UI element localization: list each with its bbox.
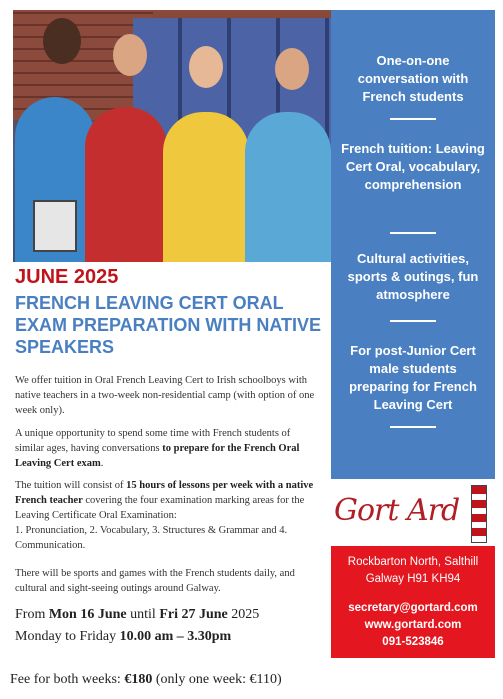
text: . bbox=[100, 458, 104, 469]
schedule bbox=[15, 604, 259, 648]
activities-paragraph: There will be sports and games with the French students daily, and cultural and sight-seeing outings around Galway. bbox=[15, 568, 295, 594]
student-head bbox=[275, 48, 309, 90]
year: 2025 bbox=[227, 607, 260, 622]
intro-paragraph: We offer tuition in Oral French Leaving Cert to Irish schoolboys with native teachers in a two-week non-residential camp (with option of one week only). bbox=[15, 375, 315, 416]
start-date: Mon 16 June bbox=[48, 607, 127, 622]
student-head bbox=[43, 18, 81, 64]
website-link[interactable]: www.gortard.com bbox=[364, 619, 462, 631]
divider bbox=[390, 426, 436, 428]
text: The tuition will consist of bbox=[15, 480, 127, 491]
fee-amount: €180 bbox=[124, 672, 153, 687]
address-line: Galway H91 KH94 bbox=[365, 573, 461, 585]
student-figure bbox=[245, 112, 331, 262]
end-date: Fri 27 June bbox=[159, 607, 228, 622]
book bbox=[33, 200, 77, 252]
fee-line bbox=[10, 672, 282, 688]
emphasis: 15 hours of lessons per week with a native French teacher bbox=[15, 480, 314, 506]
text: until bbox=[126, 607, 160, 622]
date-range bbox=[15, 604, 259, 626]
feature-item: For post-Junior Cert male students preparing for French Leaving Cert bbox=[349, 343, 477, 412]
text: (only one week: €110) bbox=[152, 672, 282, 687]
gort-ard-logo bbox=[331, 479, 495, 546]
hours: 10.00 am – 3.30pm bbox=[119, 629, 232, 644]
divider bbox=[390, 232, 436, 234]
email-link[interactable]: secretary@gortard.com bbox=[348, 602, 478, 614]
text: Monday to Friday bbox=[15, 629, 120, 644]
feature-item: One-on-one conversation with French students bbox=[357, 53, 469, 104]
time-range bbox=[15, 626, 259, 648]
phone-number[interactable]: 091-523846 bbox=[382, 636, 444, 648]
address-line: Rockbarton North, Salthill bbox=[347, 556, 479, 568]
emphasis: to prepare for the French Oral Leaving Cert exam bbox=[15, 443, 300, 469]
text: covering the four examination marking areas for the Leaving Certificate Oral Examination: bbox=[15, 495, 305, 521]
student-head bbox=[189, 46, 223, 88]
opportunity-paragraph bbox=[15, 426, 315, 471]
text: Fee for both weeks: bbox=[10, 672, 125, 687]
feature-item: French tuition: Leaving Cert Oral, vocabulary, comprehension bbox=[341, 141, 485, 192]
features-panel bbox=[331, 10, 495, 536]
text: A unique opportunity to spend some time with French students of similar ages, having conversations bbox=[15, 428, 291, 454]
student-head bbox=[113, 34, 147, 76]
marking-areas-list: 1. Pronunciation, 2. Vocabulary, 3. Structures & Grammar and 4. Communication. bbox=[15, 525, 288, 551]
hero-photo bbox=[13, 10, 331, 262]
event-date: JUNE 2025 bbox=[15, 266, 119, 288]
student-figure bbox=[163, 112, 249, 262]
lighthouse-icon bbox=[471, 485, 487, 543]
divider bbox=[390, 118, 436, 120]
page-title: FRENCH LEAVING CERT ORAL EXAM PREPARATION WITH NATIVE SPEAKERS bbox=[15, 293, 321, 357]
text: From bbox=[15, 607, 49, 622]
contact-box bbox=[331, 546, 495, 658]
tuition-paragraph bbox=[15, 478, 315, 553]
logo-text: Gort Ard bbox=[334, 493, 460, 528]
feature-item: Cultural activities, sports & outings, fun atmosphere bbox=[347, 251, 479, 302]
divider bbox=[390, 320, 436, 322]
student-figure bbox=[85, 107, 167, 262]
